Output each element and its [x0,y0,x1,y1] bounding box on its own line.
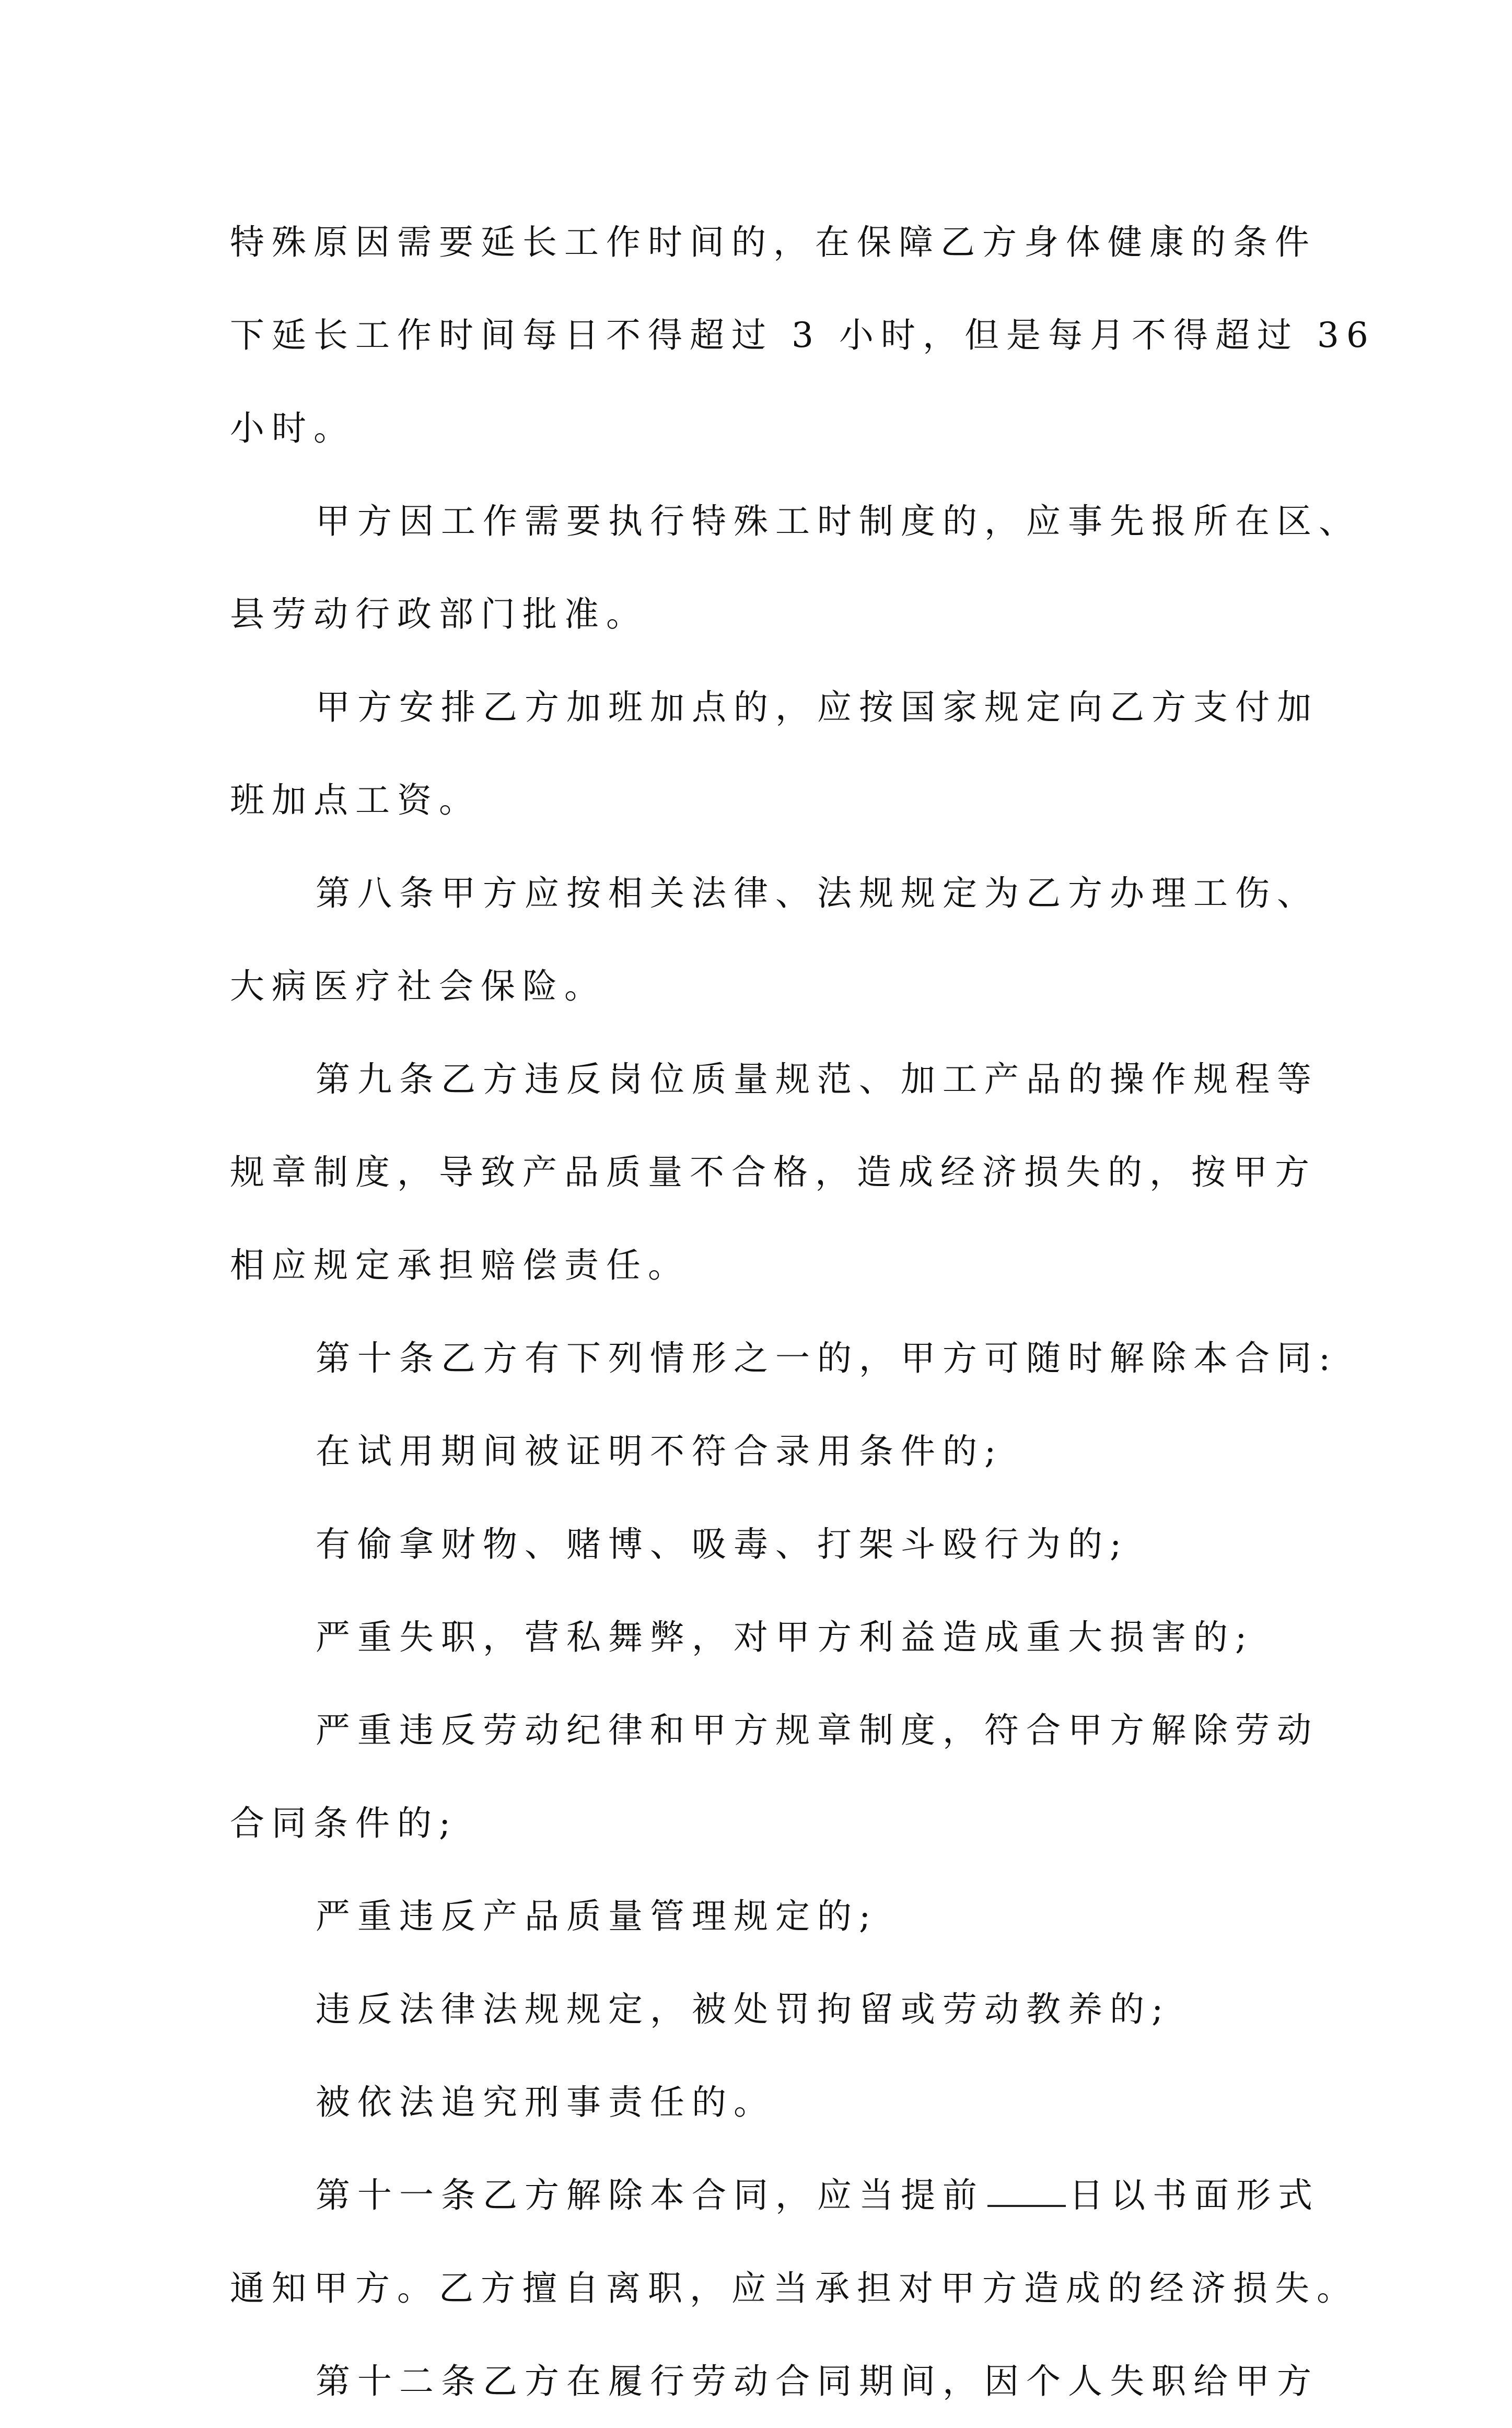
document-body [230,196,1376,2428]
fill-in-blank [987,2179,1066,2207]
text-line: 下延长工作时间每日不得超过 3 小时，但是每月不得超过 36 [230,315,1376,355]
article-11-text-after-blank: 日以书面形式 [1069,2175,1320,2215]
list-item-line: 严重违反劳动纪律和甲方规章制度，符合甲方解除劳动 [316,1710,1319,1750]
text-line: 小时。 [230,408,355,448]
article-8-line: 第八条甲方应按相关法律、法规规定为乙方办理工伤、 [316,873,1319,913]
article-9-line: 第九条乙方违反岗位质量规范、加工产品的操作规程等 [316,1059,1319,1099]
list-item-line: 有偷拿财物、赌博、吸毒、打架斗殴行为的; [316,1524,1129,1564]
list-item-line: 被依法追究刑事责任的。 [316,2082,775,2122]
text-line: 通知甲方。乙方擅自离职，应当承担对甲方造成的经济损失。 [230,2268,1358,2308]
text-line: 相应规定承担赔偿责任。 [230,1245,690,1285]
text-line: 班加点工资。 [230,780,481,820]
text-line: 县劳动行政部门批准。 [230,594,648,634]
paragraph-start-line: 甲方因工作需要执行特殊工时制度的，应事先报所在区、 [316,501,1360,541]
text-line: 规章制度，导致产品质量不合格，造成经济损失的，按甲方 [230,1152,1317,1192]
article-11-text-before-blank: 第十一条乙方解除本合同，应当提前 [316,2175,984,2215]
article-11-line [230,2149,1320,2242]
list-item-line: 严重失职，营私舞弊，对甲方利益造成重大损害的; [316,1617,1254,1657]
list-item-line: 严重违反产品质量管理规定的; [316,1896,878,1936]
text-line: 大病医疗社会保险。 [230,966,606,1006]
text-line: 合同条件的; [230,1803,458,1843]
list-item-line: 在试用期间被证明不符合录用条件的; [316,1431,1004,1471]
article-12-line: 第十二条乙方在履行劳动合同期间，因个人失职给甲方 [316,2361,1319,2401]
article-10-line: 第十条乙方有下列情形之一的，甲方可随时解除本合同: [316,1338,1338,1378]
text-line: 特殊原因需要延长工作时间的，在保障乙方身体健康的条件 [230,222,1317,262]
paragraph-start-line: 甲方安排乙方加班加点的，应按国家规定向乙方支付加 [316,687,1319,727]
list-item-line: 违反法律法规规定，被处罚拘留或劳动教养的; [316,1989,1171,2029]
